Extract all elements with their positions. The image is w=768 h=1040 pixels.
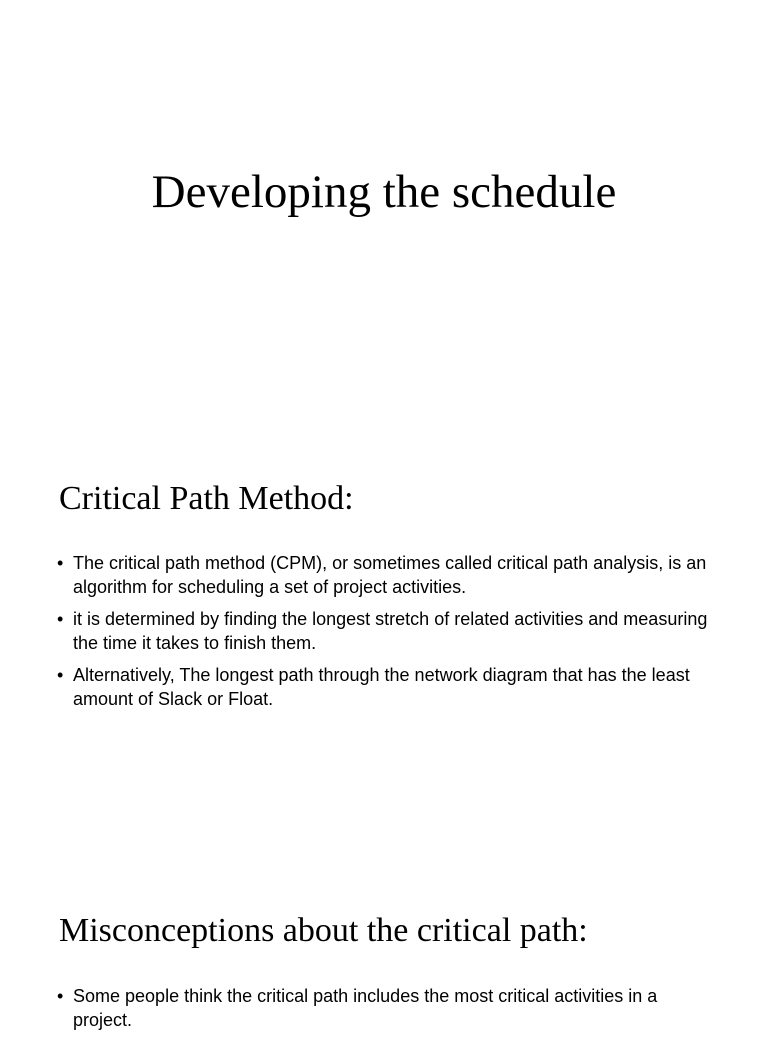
bullet-dot: • [57,986,64,1006]
bullet-dot: • [57,665,64,685]
bullet-item [57,663,717,711]
bullet-item [57,984,717,1032]
critical-path-method-bullets [57,551,717,719]
bullet-text: it is determined by finding the longest stretch of related activities and measuring the time it takes to finish them. [73,609,708,653]
misconceptions-bullets [57,984,717,1040]
bullet-item [57,607,717,655]
bullet-item [57,551,717,599]
critical-path-method-heading: Critical Path Method: [59,480,354,517]
bullet-text: Some people think the critical path includes the most critical activities in a project. [73,986,658,1030]
misconceptions-heading: Misconceptions about the critical path: [59,912,588,949]
bullet-text: Alternatively, The longest path through the network diagram that has the least amount of Slack or Float. [73,665,690,709]
bullet-dot: • [57,553,64,573]
bullet-text: The critical path method (CPM), or sometimes called critical path analysis, is an algorithm for scheduling a set of project activities. [73,553,707,597]
slide-title: Developing the schedule [151,166,617,218]
bullet-dot: • [57,609,64,629]
